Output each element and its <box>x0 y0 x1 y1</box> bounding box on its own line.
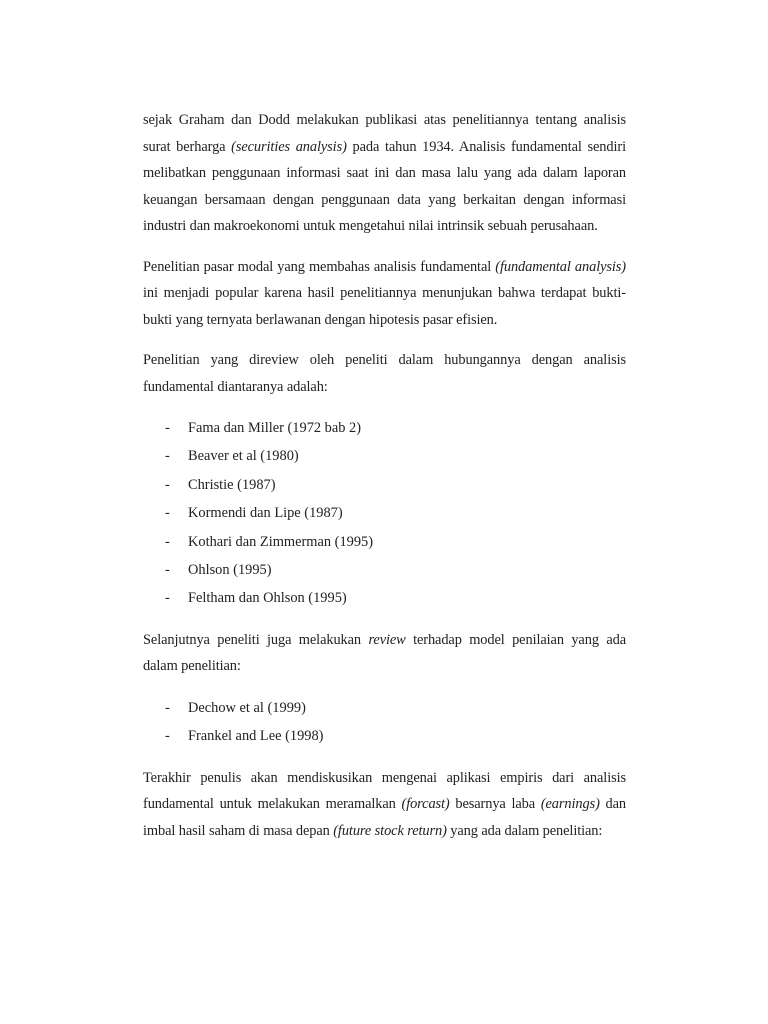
paragraph-text: Penelitian yang direview oleh peneliti dalam hubungannya dengan analisis fundamental diantaranya adalah: <box>143 352 626 395</box>
italic-term: review <box>368 631 406 648</box>
dash-bullet: - <box>165 476 170 493</box>
list-item-text: Fama dan Miller (1972 bab 2) <box>188 420 362 436</box>
italic-term: (earnings) <box>540 796 600 813</box>
list-item <box>143 556 626 584</box>
list-item <box>143 584 626 612</box>
paragraph-empirical-application <box>143 765 626 845</box>
dash-bullet: - <box>165 699 170 716</box>
italic-term: (fundamental analysis) <box>495 258 626 275</box>
list-item <box>143 722 626 750</box>
italic-term: (forcast) <box>401 796 450 813</box>
paragraph-text: dan imbal hasil saham di masa depan <box>143 796 627 839</box>
italic-term: (future stock return) <box>333 822 447 839</box>
paragraph-text: Terakhir penulis akan mendiskusikan mengenai aplikasi empiris dari analisis fundamental untuk melakukan meramalkan <box>143 769 626 813</box>
dash-bullet: - <box>165 590 170 607</box>
dash-bullet: - <box>165 728 170 745</box>
list-item-text: Feltham dan Ohlson (1995) <box>188 590 347 607</box>
list-item <box>143 499 626 527</box>
dash-bullet: - <box>165 505 170 522</box>
paragraph-text: Selanjutnya peneliti juga melakukan <box>143 631 369 648</box>
italic-term: (securities analysis) <box>231 138 347 155</box>
list-item <box>143 694 626 722</box>
list-item-text: Beaver et al (1980) <box>188 448 299 465</box>
paragraph-text: pada tahun 1934. Analisis fundamental sendiri melibatkan penggunaan informasi saat ini dan masa lalu yang ada dalam laporan keuangan bersamaan dengan penggunaan data yang berkaitan dengan informasi industri dan makroekonomi untuk mengetahui nilai intrinsik sebuah perusahaan. <box>143 138 626 234</box>
list-item-text: Christie (1987) <box>188 476 276 493</box>
dash-bullet: - <box>165 533 170 550</box>
list-item <box>143 528 626 556</box>
list-item-text: Dechow et al (1999) <box>188 699 306 716</box>
paragraph-valuation-review <box>143 627 626 680</box>
list-item <box>143 471 626 499</box>
list-item-text: Frankel and Lee (1998) <box>188 728 324 745</box>
paragraph-text: yang ada dalam penelitian: <box>446 822 603 839</box>
paragraph-reviewed-research <box>143 347 626 400</box>
paragraph-fundamental-analysis <box>143 254 626 334</box>
list-item <box>143 442 626 470</box>
list-item-text: Kormendi dan Lipe (1987) <box>188 505 343 522</box>
valuation-model-list <box>143 694 626 751</box>
paragraph-text: Penelitian pasar modal yang membahas analisis fundamental <box>143 258 496 275</box>
reviewed-research-list <box>143 414 626 613</box>
list-item-text: Ohlson (1995) <box>188 562 272 579</box>
paragraph-intro <box>143 107 626 240</box>
dash-bullet: - <box>165 448 170 465</box>
paragraph-text: terhadap model penilaian yang ada dalam penelitian: <box>143 631 626 675</box>
dash-bullet: - <box>165 562 170 579</box>
list-item-text: Kothari dan Zimmerman (1995) <box>188 533 374 550</box>
paragraph-text: besarnya laba <box>449 796 541 813</box>
paragraph-text: sejak Graham dan Dodd melakukan publikasi atas penelitiannya tentang analisis surat berharga <box>143 112 626 155</box>
dash-bullet: - <box>165 420 170 436</box>
list-item <box>143 414 626 442</box>
paragraph-text: ini menjadi popular karena hasil penelitiannya menunjukan bahwa terdapat bukti-bukti yang ternyata berlawanan dengan hipotesis pasar efisien. <box>143 285 626 328</box>
